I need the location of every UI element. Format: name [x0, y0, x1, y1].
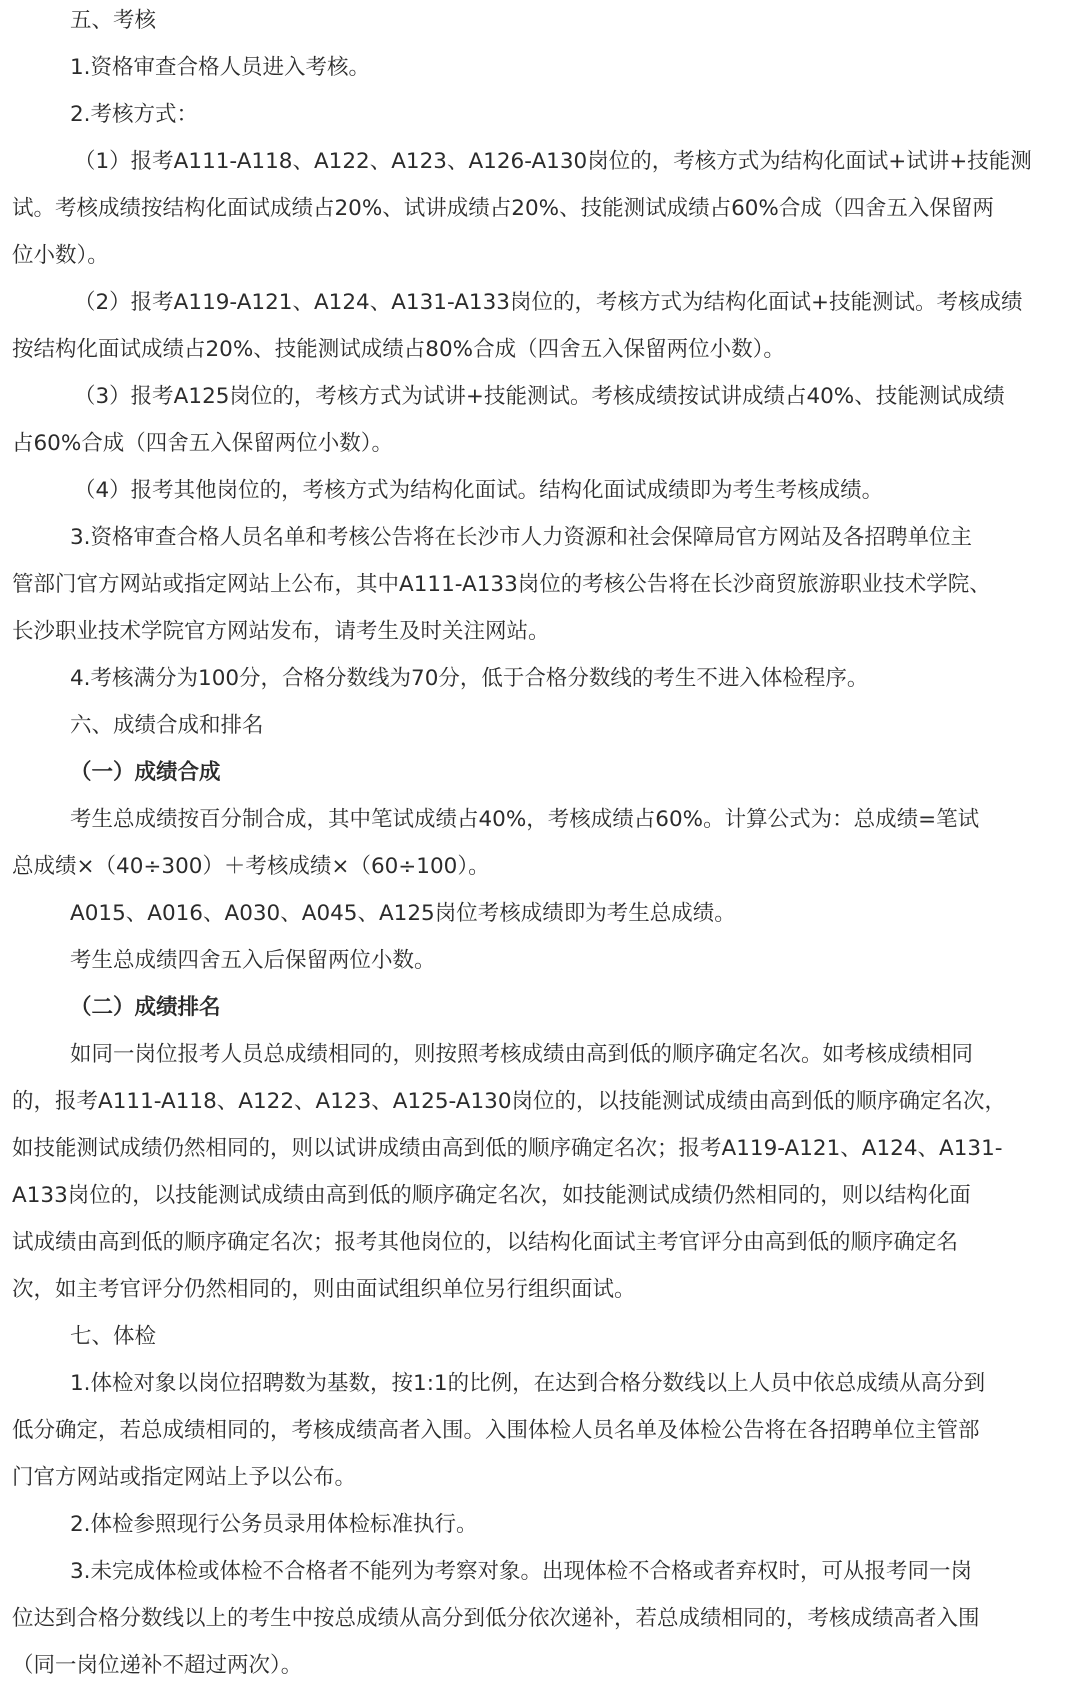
paragraph: 3.未完成体检或体检不合格者不能列为考察对象。出现体检不合格或者弃权时，可从报考同一岗 — [70, 1559, 973, 1584]
paragraph: 门官方网站或指定网站上予以公布。 — [12, 1465, 357, 1490]
paragraph: 位小数）。 — [12, 243, 109, 268]
paragraph: 位达到合格分数线以上的考生中按总成绩从高分到低分依次递补，若总成绩相同的，考核成绩高者入围 — [12, 1606, 980, 1631]
paragraph: 低分确定，若总成绩相同的，考核成绩高者入围。入围体检人员名单及体检公告将在各招聘单位主管部 — [12, 1418, 980, 1443]
paragraph: 1.资格审查合格人员进入考核。 — [70, 55, 371, 80]
paragraph: （4）报考其他岗位的，考核方式为结构化面试。结构化面试成绩即为考生考核成绩。 — [74, 478, 884, 503]
paragraph: （1）报考A111-A118、A122、A123、A126-A130岗位的，考核方式为结构化面试+试讲+技能测 — [74, 149, 1032, 174]
paragraph: 3.资格审查合格人员名单和考核公告将在长沙市人力资源和社会保障局官方网站及各招聘单位主 — [70, 525, 973, 550]
paragraph: （3）报考A125岗位的，考核方式为试讲+技能测试。考核成绩按试讲成绩占40%、技能测试成绩 — [74, 384, 1005, 409]
paragraph: （2）报考A119-A121、A124、A131-A133岗位的，考核方式为结构化面试+技能测试。考核成绩 — [74, 290, 1023, 315]
paragraph: 占60%合成（四舍五入保留两位小数）。 — [12, 431, 394, 456]
paragraph: （同一岗位递补不超过两次）。 — [12, 1653, 303, 1678]
paragraph: 的，报考A111-A118、A122、A123、A125-A130岗位的，以技能测试成绩由高到低的顺序确定名次， — [12, 1089, 1007, 1114]
paragraph: 4.考核满分为100分，合格分数线为70分，低于合格分数线的考生不进入体检程序。 — [70, 666, 869, 691]
paragraph: 长沙职业技术学院官方网站发布，请考生及时关注网站。 — [12, 619, 550, 644]
subheading-score-ranking: （二）成绩排名 — [70, 995, 221, 1020]
paragraph: 总成绩×（40÷300）＋考核成绩×（60÷100）。 — [12, 854, 490, 879]
paragraph: A015、A016、A030、A045、A125岗位考核成绩即为考生总成绩。 — [70, 901, 736, 926]
document-body — [12, 0, 1070, 1692]
paragraph: 如技能测试成绩仍然相同的，则以试讲成绩由高到低的顺序确定名次；报考A119-A121、A124、A131- — [12, 1136, 1003, 1161]
paragraph: 次，如主考官评分仍然相同的，则由面试组织单位另行组织面试。 — [12, 1277, 636, 1302]
paragraph: A133岗位的，以技能测试成绩由高到低的顺序确定名次，如技能测试成绩仍然相同的，则以结构化面 — [12, 1183, 971, 1208]
paragraph: 按结构化面试成绩占20%、技能测试成绩占80%合成（四舍五入保留两位小数）。 — [12, 337, 785, 362]
paragraph: 1.体检对象以岗位招聘数为基数，按1:1的比例，在达到合格分数线以上人员中依总成绩从高分到 — [70, 1371, 986, 1396]
paragraph: 考生总成绩按百分制合成，其中笔试成绩占40%，考核成绩占60%。计算公式为：总成绩=笔试 — [70, 807, 980, 832]
paragraph: 2.考核方式： — [70, 102, 199, 127]
paragraph: 管部门官方网站或指定网站上公布，其中A111-A133岗位的考核公告将在长沙商贸旅游职业技术学院、 — [12, 572, 991, 597]
paragraph: 如同一岗位报考人员总成绩相同的，则按照考核成绩由高到低的顺序确定名次。如考核成绩相同 — [70, 1042, 974, 1067]
section-heading-assessment: 五、考核 — [70, 8, 157, 33]
subheading-score-composition: （一）成绩合成 — [70, 760, 221, 785]
paragraph: 试成绩由高到低的顺序确定名次；报考其他岗位的，以结构化面试主考官评分由高到低的顺序确定名 — [12, 1230, 959, 1255]
section-heading-scores: 六、成绩合成和排名 — [70, 713, 264, 738]
paragraph: 考生总成绩四舍五入后保留两位小数。 — [70, 948, 436, 973]
paragraph: 试。考核成绩按结构化面试成绩占20%、试讲成绩占20%、技能测试成绩占60%合成（四舍五入保留两 — [12, 196, 994, 221]
section-heading-medical: 七、体检 — [70, 1324, 157, 1349]
paragraph: 2.体检参照现行公务员录用体检标准执行。 — [70, 1512, 478, 1537]
